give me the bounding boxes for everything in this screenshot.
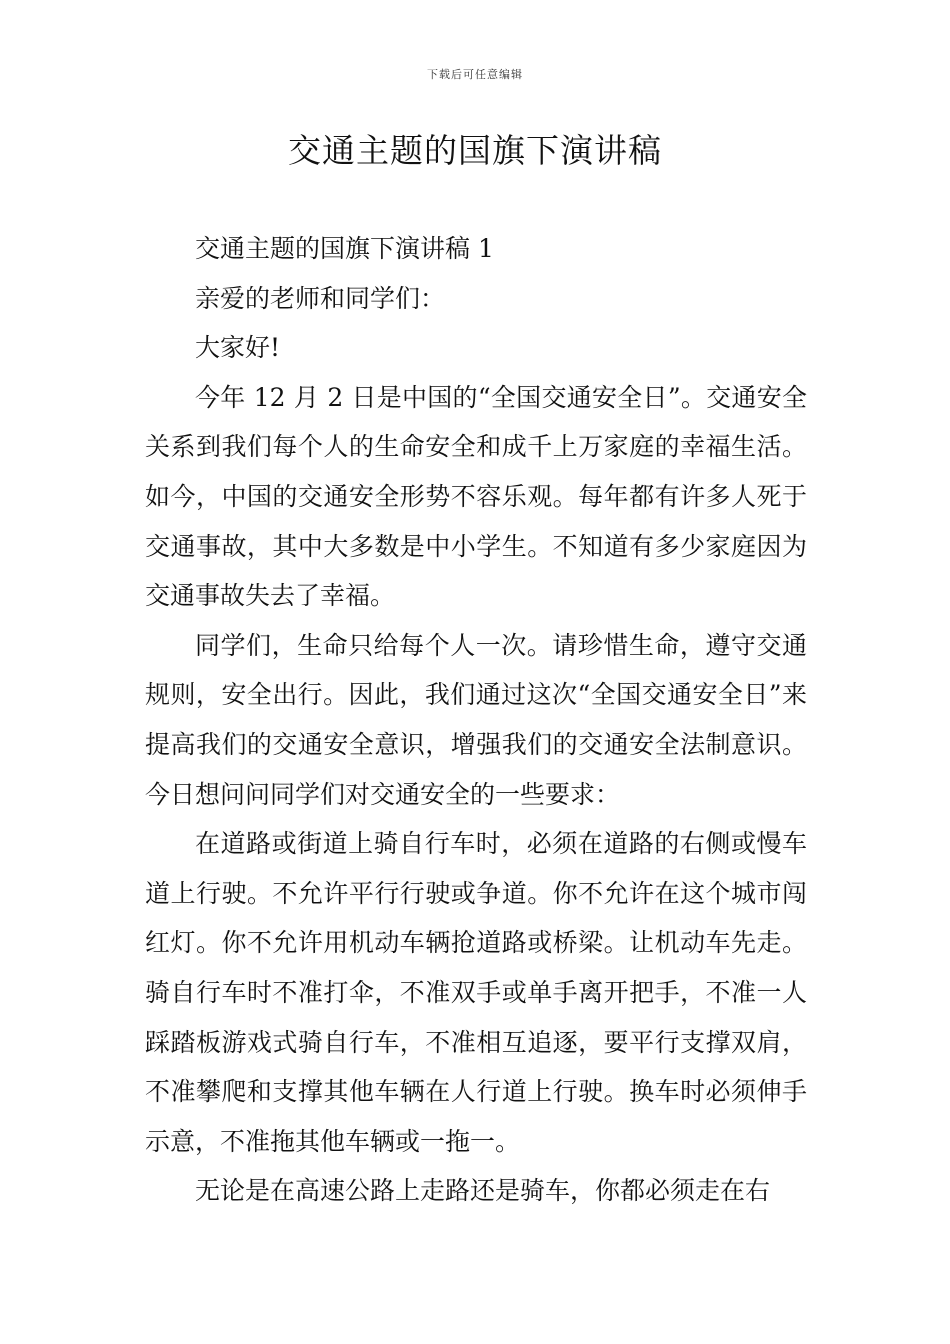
paragraph-1: 今年 12 月 2 日是中国的“全国交通安全日”。交通安全关系到我们每个人的生命安全和成千上万家庭的幸福生活。如今，中国的交通安全形势不容乐观。每年都有许多人死于交通事故，其中大多数是中小学生。不知道有多少家庭因为交通事故失去了幸福。 xyxy=(145,382,807,611)
page-header-note: 下载后可任意编辑 xyxy=(427,68,523,81)
document-body xyxy=(145,224,807,1216)
paragraph-2: 同学们，生命只给每个人一次。请珍惜生命，遵守交通规则，安全出行。因此，我们通过这次“全国交通安全日”来提高我们的交通安全意识，增强我们的交通安全法制意识。今日想问问同学们对交通安全的一些要求： xyxy=(145,630,807,809)
paragraph-greeting: 大家好! xyxy=(195,333,281,363)
paragraph-3: 在道路或街道上骑自行车时，必须在道路的右侧或慢车道上行驶。不允许平行行驶或争道。你不允许在这个城市闯红灯。你不允许用机动车辆抢道路或桥梁。让机动车先走。骑自行车时不准打伞，不准双手或单手离开把手，不准一人踩踏板游戏式骑自行车，不准相互追逐，要平行支撑双肩，不准攀爬和支撑其他车辆在人行道上行驶。换车时必须伸手示意，不准拖其他车辆或一拖一。 xyxy=(145,829,807,1156)
document-title: 交通主题的国旗下演讲稿 xyxy=(288,131,662,170)
paragraph-subtitle: 交通主题的国旗下演讲稿 1 xyxy=(195,234,494,263)
paragraph-salutation: 亲爱的老师和同学们： xyxy=(195,283,446,313)
paragraph-4: 无论是在高速公路上走路还是骑车，你都必须走在右 xyxy=(195,1176,771,1206)
